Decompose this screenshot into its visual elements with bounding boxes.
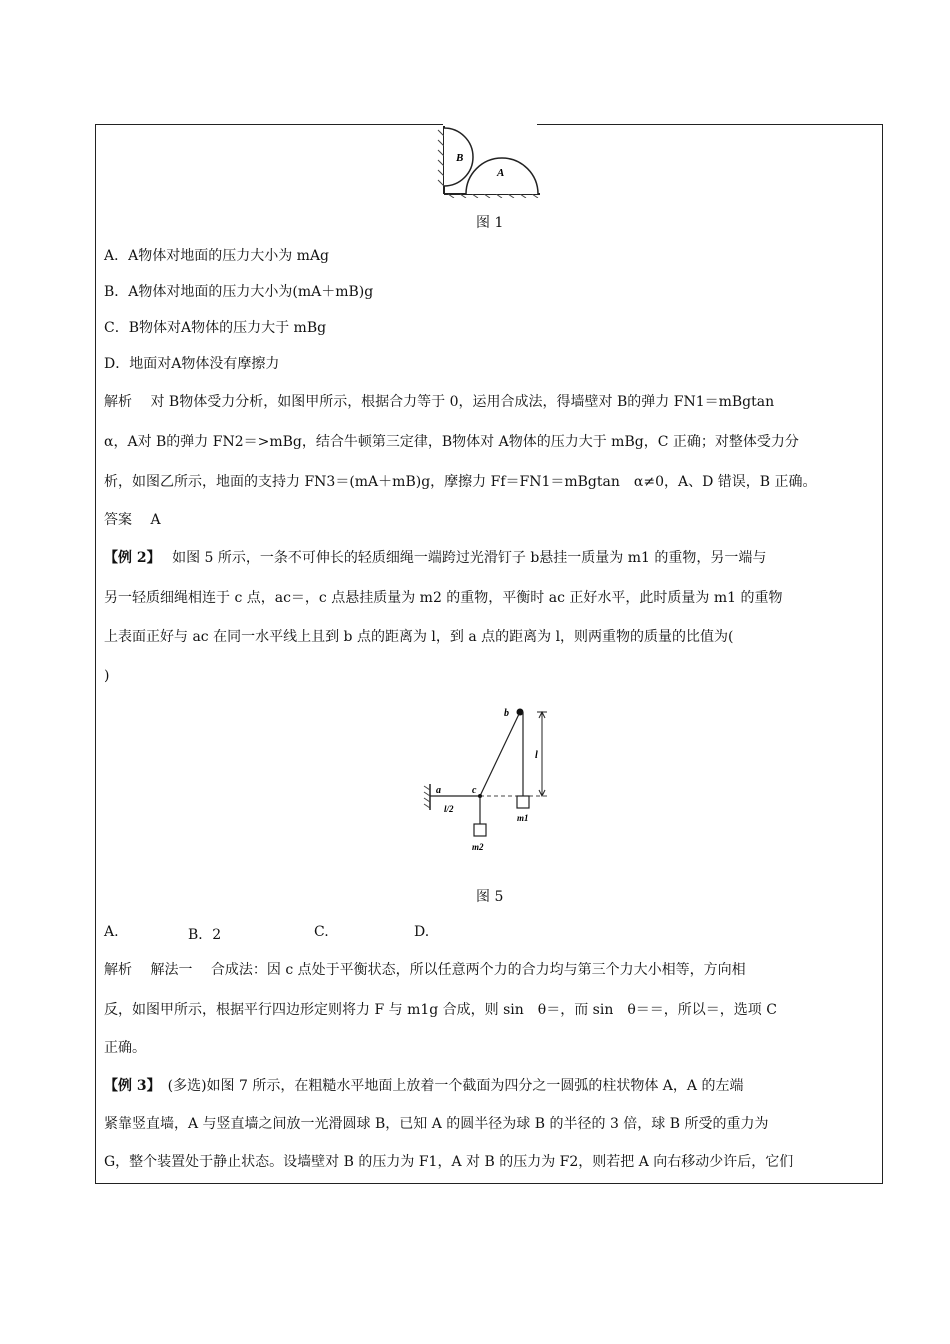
- analysis1-line2: α，A对 B的弹力 FN2＝>mBg，结合牛顿第三定律，B物体对 A物体的压力大于 mBg，C 正确；对整体受力分: [104, 434, 799, 450]
- figure5-label-m2: m2: [472, 842, 484, 852]
- figure1-caption: 图 1: [476, 215, 504, 231]
- option-b: B．A物体对地面的压力大小为(mA＋mB)g: [104, 284, 374, 300]
- option-a: A．A物体对地面的压力大小为 mAg: [104, 248, 330, 264]
- option-d: D．地面对A物体没有摩擦力: [104, 356, 280, 372]
- example3-line2: 紧靠竖直墙，A 与竖直墙之间放一光滑圆球 B，已知 A 的圆半径为球 B 的半径的 3 倍，球 B 所受的重力为: [104, 1116, 769, 1132]
- example3-tag: 【例 3】: [104, 1078, 154, 1094]
- example2-text1: 如图 5 所示，一条不可伸长的轻质细绳一端跨过光滑钉子 b悬挂一质量为 m1 的重物，另一端与: [153, 550, 767, 566]
- analysis1-line1: 解析 对 B物体受力分析，如图甲所示，根据合力等于 0，运用合成法，得墙壁对 B的弹力 FN1＝mBgtan: [104, 394, 775, 410]
- figure5-caption: 图 5: [476, 889, 504, 905]
- example2-tag: 【例 2】: [104, 550, 154, 566]
- figure5-label-a: a: [436, 785, 441, 796]
- figure5-label-l: l: [535, 750, 538, 761]
- analysis2-line3: 正确。: [104, 1040, 146, 1056]
- figure5-label-m1: m1: [517, 813, 529, 823]
- option2-b: B．2: [188, 927, 222, 943]
- example2-line1: [104, 548, 766, 568]
- figure1-label-b: B: [456, 152, 464, 164]
- option2-c: C.: [314, 924, 329, 940]
- figure1-label-a: A: [497, 167, 505, 179]
- example2-line2: 另一轻质细绳相连于 c 点，ac＝，c 点悬挂质量为 m2 的重物，平衡时 ac 正好水平，此时质量为 m1 的重物: [104, 590, 783, 606]
- analysis2-line2: 反，如图甲所示，根据平行四边形定则将力 F 与 m1g 合成，则 sin θ＝，而 sin θ＝＝，所以＝，选项 C: [104, 1002, 777, 1018]
- example2-line4: ): [104, 668, 110, 684]
- example2-line3: 上表面正好与 ac 在同一水平线上且到 b 点的距离为 l，到 a 点的距离为 l，则两重物的质量的比值为(: [104, 629, 734, 645]
- figure5-diagram: [420, 700, 560, 860]
- option2-a: A.: [104, 924, 119, 940]
- analysis2-line1: 解析 解法一 合成法：因 c 点处于平衡状态，所以任意两个力的合力均与第三个力大小相等，方向相: [104, 962, 746, 978]
- answer1: 答案 A: [104, 512, 161, 528]
- example3-line3: G，整个装置处于静止状态。设墙壁对 B 的压力为 F1，A 对 B 的压力为 F2，则若把 A 向右移动少许后，它们: [104, 1154, 794, 1170]
- analysis1-line3: 析，如图乙所示，地面的支持力 FN3＝(mA＋mB)g，摩擦力 Ff＝FN1＝mBgtan α≠0，A、D 错误，B 正确。: [104, 474, 817, 490]
- figure5-label-half: l/2: [444, 804, 454, 814]
- example3-line1: [104, 1076, 743, 1096]
- option2-d: D.: [414, 924, 430, 940]
- figure5-label-b: b: [504, 708, 509, 719]
- example3-text1: (多选)如图 7 所示，在粗糙水平地面上放着一个截面为四分之一圆弧的柱状物体 A，A 的左端: [153, 1078, 744, 1094]
- option-c: C．B物体对A物体的压力大于 mBg: [104, 320, 327, 336]
- figure5-label-c: c: [472, 785, 477, 796]
- figure1-diagram: [436, 124, 546, 198]
